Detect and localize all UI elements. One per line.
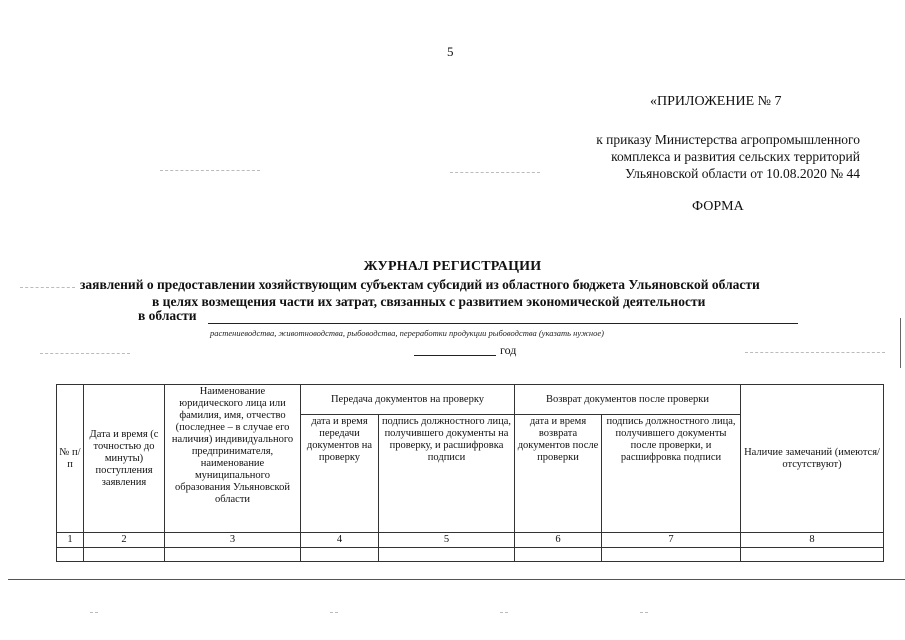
order-line: комплекса и развития сельских территорий xyxy=(611,149,860,164)
scan-artifact xyxy=(745,352,885,353)
header-return-signature: подпись должностного лица, получившего документы после проверки, и расшифровка подписи xyxy=(602,415,741,533)
empty-cell xyxy=(379,548,515,562)
registration-table xyxy=(56,384,884,562)
header-return-group: Возврат документов после проверки xyxy=(515,385,741,415)
column-number-cell: 4 xyxy=(301,533,379,548)
empty-cell xyxy=(84,548,165,562)
empty-cell xyxy=(741,548,884,562)
form-label: ФОРМА xyxy=(692,199,744,214)
column-number-cell: 5 xyxy=(379,533,515,548)
scan-artifact xyxy=(330,612,338,613)
order-reference xyxy=(560,131,860,182)
subtitle-line-1: заявлений о предоставлении хозяйствующим субъектам субсидий из областного бюджета Ульяновской области xyxy=(80,277,760,292)
scan-artifact xyxy=(160,170,260,171)
region-fill-line xyxy=(208,323,798,324)
header-transfer-date: дата и время передачи документов на проверку xyxy=(301,415,379,533)
scan-artifact xyxy=(40,353,130,354)
column-number-cell: 8 xyxy=(741,533,884,548)
table-row xyxy=(57,548,884,562)
year-label: год xyxy=(500,343,517,357)
region-prefix: в области xyxy=(138,308,197,323)
empty-cell xyxy=(515,548,602,562)
column-number-cell: 3 xyxy=(165,533,301,548)
scan-artifact xyxy=(20,287,75,288)
order-line: к приказу Министерства агропромышленного xyxy=(596,132,860,147)
header-date: Дата и время (с точностью до минуты) поступления заявления xyxy=(84,385,165,533)
header-number: № п/п xyxy=(57,385,84,533)
header-transfer-signature: подпись должностного лица, получившего документы на проверку, и расшифровка подписи xyxy=(379,415,515,533)
empty-cell xyxy=(301,548,379,562)
scan-edge-mark xyxy=(900,318,901,368)
region-hint: растениеводства, животноводства, рыбоводства, переработки продукции рыбоводства (указать нужное) xyxy=(210,328,604,338)
journal-title: ЖУРНАЛ РЕГИСТРАЦИИ xyxy=(363,259,542,274)
order-line: Ульяновской области от 10.08.2020 № 44 xyxy=(625,166,860,181)
year-fill-line xyxy=(414,355,496,356)
column-number-cell: 1 xyxy=(57,533,84,548)
header-transfer-group: Передача документов на проверку xyxy=(301,385,515,415)
journal-subtitle xyxy=(80,276,860,310)
column-number-cell: 7 xyxy=(602,533,741,548)
empty-cell xyxy=(57,548,84,562)
empty-cell xyxy=(602,548,741,562)
header-applicant: Наименование юридического лица или фамилия, имя, отчество (последнее – в случае его наличия) индивидуального предпринимателя, наименование муниципального образования Ульяновской области xyxy=(165,385,301,533)
scan-artifact xyxy=(640,612,648,613)
scan-artifact xyxy=(90,612,98,613)
subtitle-line-2: в целях возмещения части их затрат, связанных с развитием экономической деятельности xyxy=(152,294,706,309)
header-return-date: дата и время возврата документов после проверки xyxy=(515,415,602,533)
scan-artifact xyxy=(500,612,508,613)
column-number-cell: 2 xyxy=(84,533,165,548)
column-number-cell: 6 xyxy=(515,533,602,548)
header-remarks: Наличие замечаний (имеются/отсутствуют) xyxy=(741,385,884,533)
page-number: 5 xyxy=(447,44,454,59)
appendix-heading: «ПРИЛОЖЕНИЕ № 7 xyxy=(650,94,782,109)
scan-artifact xyxy=(450,172,540,173)
empty-cell xyxy=(165,548,301,562)
page-divider xyxy=(8,579,905,580)
